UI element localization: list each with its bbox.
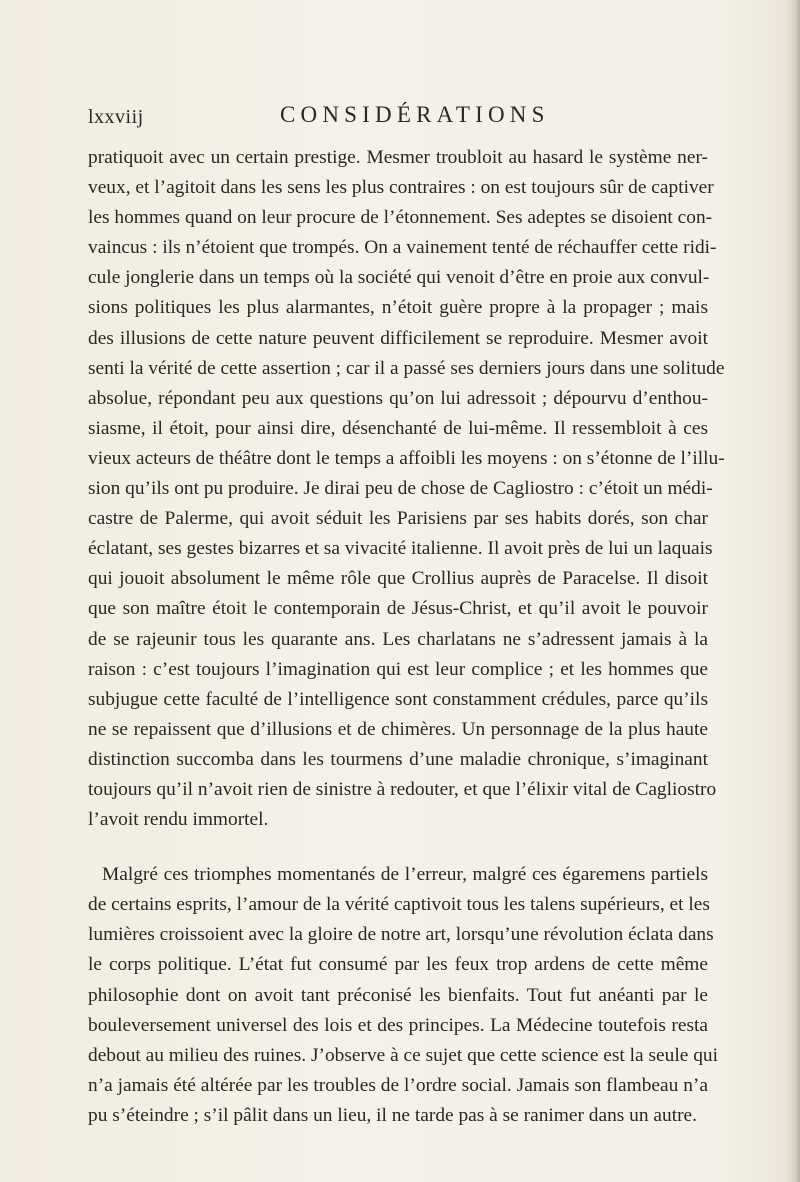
text-line: debout au milieu des ruines. J’observe à ce sujet que cette science est la seule qui (88, 1044, 718, 1066)
page-header (88, 98, 708, 134)
text-line: cule jonglerie dans un temps où la société qui venoit d’être en proie aux convul- (88, 267, 710, 289)
text-line: pratiquoit avec un certain prestige. Mesmer troubloit au hasard le système ner- (88, 147, 708, 168)
text-line: n’a jamais été altérée par les troubles de l’ordre social. Jamais son flambeau n’a (88, 1074, 708, 1096)
text-line: que son maître étoit le contemporain de Jésus-Christ, et qu’il avoit le pouvoir (88, 598, 708, 620)
text-line: raison : c’est toujours l’imagination qui est leur complice ; et les hommes que (88, 658, 708, 680)
text-line: l’avoit rendu immortel. (88, 809, 269, 831)
text-line: sion qu’ils ont pu produire. Je dirai peu de chose de Cagliostro : c’étoit un médi- (88, 478, 713, 500)
text-line: subjugue cette faculté de l’intelligence sont constamment crédules, parce qu’ils (88, 688, 708, 710)
running-title: CONSIDÉRATIONS (280, 102, 550, 127)
text-line: sions politiques les plus alarmantes, n’étoit guère propre à la propager ; mais (88, 297, 708, 319)
text-line: les hommes quand on leur procure de l’étonnement. Ses adeptes se disoient con- (88, 207, 713, 229)
text-line: absolue, répondant peu aux questions qu’on lui adressoit ; dépourvu d’enthou- (88, 387, 708, 409)
text-line: qui jouoit absolument le même rôle que Crollius auprès de Paracelse. Il disoit (88, 568, 708, 590)
paragraph-2 (88, 860, 718, 1131)
text-line: Malgré ces triomphes momentanés de l’erreur, malgré ces égaremens partiels (102, 864, 708, 886)
text-line: éclatant, ses gestes bizarres et sa vivacité italienne. Il avoit près de lui un laquais (88, 538, 713, 560)
text-line: vieux acteurs de théâtre dont le temps a affoibli les moyens : on s’étonne de l’illu- (88, 447, 725, 469)
text-line: bouleversement universel des lois et des principes. La Médecine toutefois resta (88, 1014, 708, 1036)
text-line: lumières croissoient avec la gloire de notre art, lorsqu’une révolution éclata dans (88, 924, 714, 946)
text-line: de certains esprits, l’amour de la vérité captivoit tous les talens supérieurs, et les (88, 894, 710, 916)
text-line: distinction succomba dans les tourmens d’une maladie chronique, s’imaginant (88, 748, 708, 770)
page-number: lxxviij (88, 106, 144, 128)
text-line: veux, et l’agitoit dans les sens les plus contraires : on est toujours sûr de captiver (88, 177, 714, 199)
text-line: siasme, il étoit, pour ainsi dire, désenchanté de lui-même. Il ressembloit à ces (88, 417, 708, 439)
text-line: le corps politique. L’état fut consumé par les feux trop ardens de cette même (88, 954, 708, 976)
text-line: pu s’éteindre ; s’il pâlit dans un lieu, il ne tarde pas à se ranimer dans un autre. (88, 1104, 697, 1126)
text-line: ne se repaissent que d’illusions et de chimères. Un personnage de la plus haute (88, 718, 708, 740)
body-text (88, 143, 725, 1131)
text-line: senti la vérité de cette assertion ; car il a passé ses derniers jours dans une solitude (88, 357, 725, 379)
text-line: vaincus : ils n’étoient que trompés. On a vainement tenté de réchauffer cette ridi- (88, 237, 717, 259)
paragraph-1 (88, 143, 725, 835)
text-line: des illusions de cette nature peuvent difficilement se reproduire. Mesmer avoit (88, 327, 708, 349)
text-line: castre de Palerme, qui avoit séduit les Parisiens par ses habits dorés, son char (88, 508, 708, 530)
page-edge-shadow (786, 0, 800, 1182)
text-line: toujours qu’il n’avoit rien de sinistre à redouter, et que l’élixir vital de Cagliostro (88, 778, 717, 800)
text-line: de se rajeunir tous les quarante ans. Les charlatans ne s’adressent jamais à la (88, 628, 708, 650)
text-line: philosophie dont on avoit tant préconisé les bienfaits. Tout fut anéanti par le (88, 984, 708, 1006)
